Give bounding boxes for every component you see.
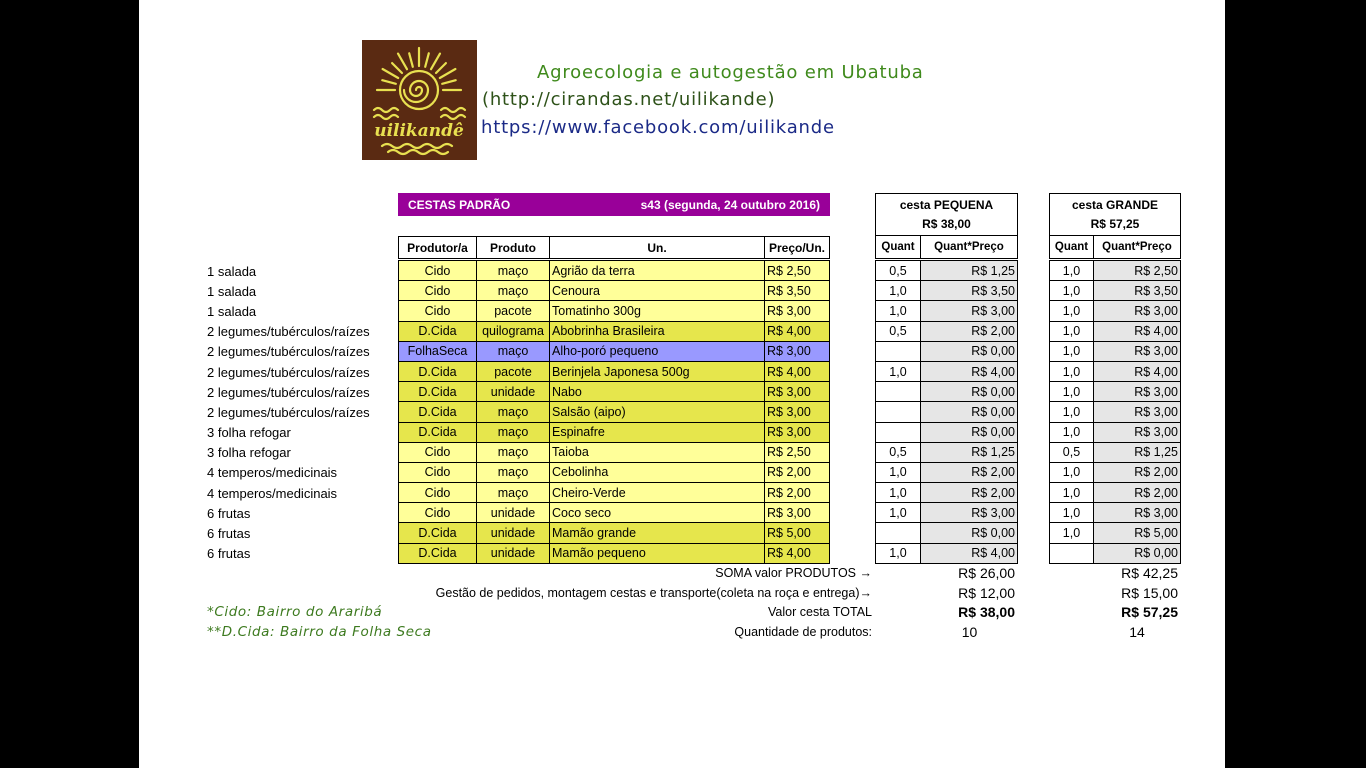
unit-cell: unidade <box>477 544 550 564</box>
quant-cell: 1,0 <box>1050 261 1094 281</box>
table-row <box>398 261 830 281</box>
quant-cell: 1,0 <box>1050 382 1094 402</box>
basket-large-row <box>1049 423 1181 443</box>
table-row <box>398 443 830 463</box>
quant-cell: 0,5 <box>876 322 921 342</box>
basket-large-price: R$ 57,25 <box>1090 216 1140 231</box>
basket-large-quant-header: Quant <box>1050 236 1094 258</box>
summary-label: Valor cesta TOTAL <box>768 605 872 619</box>
table-row <box>398 281 830 301</box>
total-cell: R$ 2,00 <box>921 483 1018 503</box>
quant-cell: 1,0 <box>1050 281 1094 301</box>
summary-label: SOMA valor PRODUTOS → <box>715 566 872 580</box>
quant-cell: 1,0 <box>1050 362 1094 382</box>
producer-cell: D.Cida <box>399 523 477 543</box>
quant-cell: 1,0 <box>1050 402 1094 422</box>
category-label: 2 legumes/tubérculos/raízes <box>207 364 370 380</box>
category-label: 2 legumes/tubérculos/raízes <box>207 404 370 420</box>
quant-cell <box>876 342 921 362</box>
category-label: 1 salada <box>207 263 257 279</box>
table-row <box>398 423 830 443</box>
facebook-link[interactable]: https://www.facebook.com/uilikande <box>481 117 835 138</box>
quant-cell: 1,0 <box>876 281 921 301</box>
table-row <box>398 402 830 422</box>
basket-small-row <box>875 423 1018 443</box>
total-cell: R$ 4,00 <box>921 544 1018 564</box>
basket-small-price: R$ 38,00 <box>922 216 971 231</box>
quant-cell: 1,0 <box>1050 322 1094 342</box>
basket-small-row <box>875 402 1018 422</box>
basket-large-total-header: Quant*Preço <box>1094 236 1181 258</box>
total-cell: R$ 3,50 <box>921 281 1018 301</box>
total-cell: R$ 4,00 <box>1094 362 1181 382</box>
basket-small-row <box>875 463 1018 483</box>
quant-cell <box>876 423 921 443</box>
product-cell: Taioba <box>550 443 765 463</box>
table-title-bar <box>398 193 830 216</box>
unit-cell: maço <box>477 463 550 483</box>
price-cell: R$ 4,00 <box>765 544 830 564</box>
table-row <box>398 503 830 523</box>
product-cell: Nabo <box>550 382 765 402</box>
total-cell: R$ 3,50 <box>1094 281 1181 301</box>
table-row <box>398 322 830 342</box>
category-label: 4 temperos/medicinais <box>207 485 338 501</box>
basket-large-row <box>1049 362 1181 382</box>
basket-large-title: cesta GRANDE <box>1071 198 1159 213</box>
table-row <box>398 544 830 564</box>
basket-large-row <box>1049 342 1181 362</box>
basket-large-row <box>1049 503 1181 523</box>
price-cell: R$ 3,00 <box>765 301 830 321</box>
producer-cell: Cido <box>399 463 477 483</box>
table-row <box>398 301 830 321</box>
summary-row-products <box>139 564 1225 584</box>
column-header-unit: Un. <box>550 237 765 258</box>
producer-cell: D.Cida <box>399 322 477 342</box>
product-cell: Coco seco <box>550 503 765 523</box>
basket-large-row <box>1049 382 1181 402</box>
column-header-price: Preço/Un. <box>765 237 830 258</box>
price-cell: R$ 3,00 <box>765 402 830 422</box>
total-cell: R$ 3,00 <box>1094 301 1181 321</box>
unit-cell: quilograma <box>477 322 550 342</box>
basket-small-row <box>875 281 1018 301</box>
table-row <box>398 463 830 483</box>
basket-small-row <box>875 443 1018 463</box>
summary-small-value: 10 <box>961 623 978 640</box>
category-column <box>207 261 395 564</box>
price-cell: R$ 4,00 <box>765 362 830 382</box>
unit-cell: unidade <box>477 503 550 523</box>
producer-cell: D.Cida <box>399 544 477 564</box>
table-row <box>398 523 830 543</box>
total-cell: R$ 0,00 <box>921 402 1018 422</box>
column-header-product: Produto <box>477 237 550 258</box>
total-cell: R$ 2,00 <box>921 463 1018 483</box>
summary-large-value: 14 <box>1129 623 1145 640</box>
basket-small-row <box>875 322 1018 342</box>
basket-large-row <box>1049 483 1181 503</box>
price-cell: R$ 3,50 <box>765 281 830 301</box>
quant-cell <box>1050 544 1094 564</box>
table-row <box>398 342 830 362</box>
total-cell: R$ 2,00 <box>921 322 1018 342</box>
quant-cell: 1,0 <box>876 503 921 523</box>
basket-large-columns <box>1049 236 1181 259</box>
logo-text: uilikandê <box>374 121 464 141</box>
producer-cell: D.Cida <box>399 402 477 422</box>
producer-cell: Cido <box>399 281 477 301</box>
category-label: 2 legumes/tubérculos/raízes <box>207 324 370 340</box>
basket-small-row <box>875 503 1018 523</box>
price-cell: R$ 2,00 <box>765 483 830 503</box>
basket-small-row <box>875 544 1018 564</box>
quant-cell: 1,0 <box>876 463 921 483</box>
logo-image <box>362 40 477 160</box>
price-cell: R$ 2,00 <box>765 463 830 483</box>
summary-small-value: R$ 38,00 <box>958 604 1015 620</box>
price-cell: R$ 5,00 <box>765 523 830 543</box>
cirandas-link[interactable]: (http://cirandas.net/uilikande) <box>482 89 776 110</box>
basket-large-row <box>1049 301 1181 321</box>
producer-cell: Cido <box>399 483 477 503</box>
total-cell: R$ 0,00 <box>921 342 1018 362</box>
basket-large-row <box>1049 402 1181 422</box>
basket-large-row <box>1049 544 1181 564</box>
total-cell: R$ 3,00 <box>1094 402 1181 422</box>
table-title: CESTAS PADRÃO <box>408 197 511 212</box>
product-cell: Cebolinha <box>550 463 765 483</box>
table-row <box>398 382 830 402</box>
product-cell: Agrião da terra <box>550 261 765 281</box>
price-cell: R$ 2,50 <box>765 261 830 281</box>
category-label: 6 frutas <box>207 546 251 562</box>
total-cell: R$ 0,00 <box>921 523 1018 543</box>
product-cell: Mamão grande <box>550 523 765 543</box>
unit-cell: maço <box>477 402 550 422</box>
unit-cell: maço <box>477 443 550 463</box>
table-row <box>398 362 830 382</box>
total-cell: R$ 3,00 <box>1094 423 1181 443</box>
product-cell: Salsão (aipo) <box>550 402 765 422</box>
note-dcida: **D.Cida: Bairro da Folha Seca <box>207 623 432 640</box>
basket-large-row <box>1049 463 1181 483</box>
summary-small-value: R$ 26,00 <box>958 565 1015 581</box>
basket-small-row <box>875 382 1018 402</box>
unit-cell: unidade <box>477 382 550 402</box>
quant-cell <box>876 523 921 543</box>
total-cell: R$ 5,00 <box>1094 523 1181 543</box>
total-cell: R$ 1,25 <box>1094 443 1181 463</box>
producer-cell: Cido <box>399 503 477 523</box>
total-cell: R$ 0,00 <box>921 382 1018 402</box>
total-cell: R$ 1,25 <box>921 261 1018 281</box>
total-cell: R$ 2,00 <box>1094 483 1181 503</box>
basket-small-row <box>875 342 1018 362</box>
summary-large-value: R$ 42,25 <box>1121 565 1178 581</box>
basket-large-header <box>1049 193 1181 236</box>
producer-cell: Cido <box>399 443 477 463</box>
total-cell: R$ 1,25 <box>921 443 1018 463</box>
producer-cell: D.Cida <box>399 423 477 443</box>
unit-cell: maço <box>477 342 550 362</box>
unit-cell: maço <box>477 423 550 443</box>
category-label: 3 folha refogar <box>207 425 291 441</box>
basket-large-body <box>1049 260 1181 564</box>
producer-cell: D.Cida <box>399 382 477 402</box>
quant-cell <box>876 382 921 402</box>
basket-small-header <box>875 193 1018 236</box>
basket-small-body <box>875 260 1018 564</box>
price-cell: R$ 3,00 <box>765 503 830 523</box>
unit-cell: unidade <box>477 523 550 543</box>
unit-cell: maço <box>477 281 550 301</box>
price-cell: R$ 3,00 <box>765 423 830 443</box>
unit-cell: maço <box>477 261 550 281</box>
summary-label: Gestão de pedidos, montagem cestas e transporte(coleta na roça e entrega)→ <box>435 585 872 600</box>
week-label: s43 (segunda, 24 outubro 2016) <box>640 197 820 212</box>
price-cell: R$ 2,50 <box>765 443 830 463</box>
producer-cell: Cido <box>399 261 477 281</box>
product-cell: Cenoura <box>550 281 765 301</box>
quant-cell: 0,5 <box>876 443 921 463</box>
basket-small-row <box>875 483 1018 503</box>
basket-small-total-header: Quant*Preço <box>921 236 1018 258</box>
total-cell: R$ 0,00 <box>1094 544 1181 564</box>
basket-small-row <box>875 261 1018 281</box>
basket-small-quant-header: Quant <box>876 236 921 258</box>
price-cell: R$ 3,00 <box>765 382 830 402</box>
quant-cell: 1,0 <box>1050 423 1094 443</box>
product-cell: Espinafre <box>550 423 765 443</box>
category-label: 1 salada <box>207 283 257 299</box>
category-label: 1 salada <box>207 303 257 319</box>
unit-cell: maço <box>477 483 550 503</box>
quant-cell: 0,5 <box>1050 443 1094 463</box>
logo <box>362 40 477 160</box>
producer-notes <box>207 603 432 642</box>
quant-cell <box>876 402 921 422</box>
product-cell: Tomatinho 300g <box>550 301 765 321</box>
category-label: 6 frutas <box>207 526 251 542</box>
product-cell: Alho-poró pequeno <box>550 342 765 362</box>
producer-cell: Cido <box>399 301 477 321</box>
quant-cell: 1,0 <box>876 301 921 321</box>
quant-cell: 1,0 <box>876 544 921 564</box>
summary-row-management <box>139 584 1225 604</box>
quant-cell: 1,0 <box>1050 523 1094 543</box>
basket-large-row <box>1049 322 1181 342</box>
basket-small-row <box>875 301 1018 321</box>
total-cell: R$ 4,00 <box>921 362 1018 382</box>
basket-small-row <box>875 362 1018 382</box>
producer-cell: D.Cida <box>399 362 477 382</box>
summary-small-value: R$ 12,00 <box>958 584 1015 601</box>
quant-cell: 1,0 <box>1050 483 1094 503</box>
category-label: 2 legumes/tubérculos/raízes <box>207 344 370 360</box>
total-cell: R$ 3,00 <box>1094 382 1181 402</box>
total-cell: R$ 3,00 <box>921 503 1018 523</box>
price-cell: R$ 4,00 <box>765 322 830 342</box>
basket-small-title: cesta PEQUENA <box>899 198 994 213</box>
quant-cell: 1,0 <box>876 483 921 503</box>
summary-large-value: R$ 15,00 <box>1121 584 1178 601</box>
total-cell: R$ 3,00 <box>1094 342 1181 362</box>
slide <box>139 0 1225 768</box>
total-cell: R$ 2,50 <box>1094 261 1181 281</box>
basket-large-row <box>1049 443 1181 463</box>
category-label: 6 frutas <box>207 505 251 521</box>
quant-cell: 1,0 <box>1050 503 1094 523</box>
quant-cell: 0,5 <box>876 261 921 281</box>
table-row <box>398 483 830 503</box>
product-cell: Cheiro-Verde <box>550 483 765 503</box>
basket-small-row <box>875 523 1018 543</box>
product-cell: Mamão pequeno <box>550 544 765 564</box>
price-cell: R$ 3,00 <box>765 342 830 362</box>
tagline: Agroecologia e autogestão em Ubatuba <box>537 62 924 83</box>
note-cido: *Cido: Bairro do Araribá <box>207 604 383 620</box>
category-label: 4 temperos/medicinais <box>207 465 338 481</box>
basket-large-row <box>1049 523 1181 543</box>
quant-cell: 1,0 <box>1050 301 1094 321</box>
summary-large-value: R$ 57,25 <box>1121 604 1178 620</box>
total-cell: R$ 3,00 <box>1094 503 1181 523</box>
basket-small-columns <box>875 236 1018 259</box>
category-label: 3 folha refogar <box>207 445 291 461</box>
product-cell: Berinjela Japonesa 500g <box>550 362 765 382</box>
basket-large-row <box>1049 281 1181 301</box>
table-header <box>398 236 830 259</box>
total-cell: R$ 4,00 <box>1094 322 1181 342</box>
total-cell: R$ 2,00 <box>1094 463 1181 483</box>
total-cell: R$ 0,00 <box>921 423 1018 443</box>
unit-cell: pacote <box>477 301 550 321</box>
total-cell: R$ 3,00 <box>921 301 1018 321</box>
basket-large-row <box>1049 261 1181 281</box>
unit-cell: pacote <box>477 362 550 382</box>
product-cell: Abobrinha Brasileira <box>550 322 765 342</box>
summary-label: Quantidade de produtos: <box>734 624 872 639</box>
product-table-body <box>398 260 830 564</box>
producer-cell: FolhaSeca <box>399 342 477 362</box>
quant-cell: 1,0 <box>1050 463 1094 483</box>
quant-cell: 1,0 <box>876 362 921 382</box>
quant-cell: 1,0 <box>1050 342 1094 362</box>
category-label: 2 legumes/tubérculos/raízes <box>207 384 370 400</box>
column-header-producer: Produtor/a <box>399 237 477 258</box>
